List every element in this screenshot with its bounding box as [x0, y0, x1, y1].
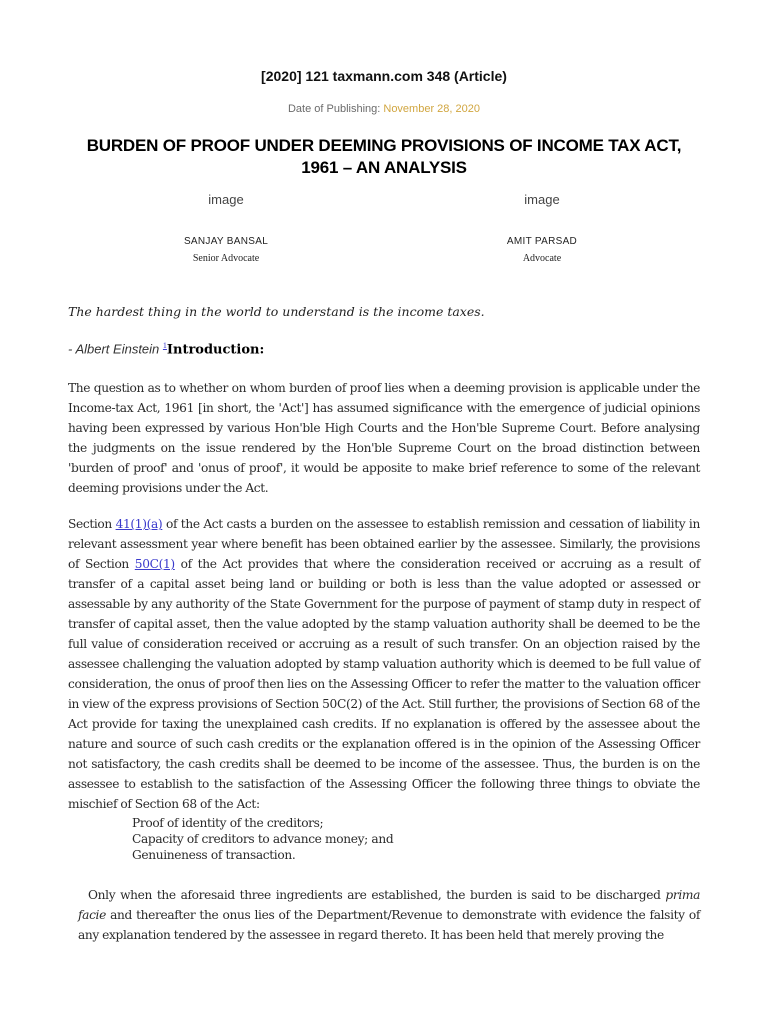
author-image-placeholder: image [208, 192, 244, 207]
paragraph-text: of the Act provides that where the consideration received or accruing as a result of transfer of a capital asset being land or building or both is less than the value adopted or assessed or assessable by any authority of the State Government for the purpose of payment of stamp duty in respect of transfer of capital asset, then the value adopted by the stamp valuation authority shall be deemed to be the full value of consideration received or accruing as a result of such transfer. On an objection raised by the assessee challenging the valuation adopted by stamp valuation authority which is deemed to be full value of consideration, the onus of proof then lies on the Assessing Officer to refer the matter to the valuation officer in view of the express provisions of Section 50C(2) of the Act. Still further, the provisions of Section 68 of the Act provide for taxing the unexplained cash credits. If no explanation is offered by the assessee about the nature and source of such cash credits or the explanation offered is in the opinion of the Assessing Officer not satisfactory, the cash credits shall be deemed to be income of the assessee. Thus, the burden is on the assessee to establish to the satisfaction of the Assessing Officer the following three things to obviate the mischief of Section 68 of the Act: [68, 557, 700, 811]
citation: [2020] 121 taxmann.com 348 (Article) [261, 68, 507, 84]
article-title: BURDEN OF PROOF UNDER DEEMING PROVISIONS OF INCOME TAX ACT, 1961 – AN ANALYSIS [86, 136, 682, 177]
paragraph-text: of the Act casts a burden on the assessee to establish remission and cessation of liability in relevant assessment year where benefit has been obtained earlier by the assessee. Similarly, the provisions of Section [68, 517, 700, 571]
list-item: Capacity of creditors to advance money; and [132, 832, 394, 846]
list-item: Genuineness of transaction. [132, 848, 296, 862]
list-item: Proof of identity of the creditors; [132, 816, 324, 830]
publish-date-label: Date of Publishing: [287, 103, 384, 115]
paragraph-text: Section [68, 517, 116, 531]
epigraph-quote: The hardest thing in the world to understand is the income taxes. [68, 304, 485, 319]
author-role: Senior Advocate [192, 253, 260, 264]
section-link-50c-1[interactable]: 50C(1) [134, 557, 175, 571]
footnote-link[interactable]: 1 [162, 341, 167, 350]
epigraph-attribution: - Albert Einstein [68, 341, 163, 357]
author-card [442, 192, 642, 264]
epigraph-attribution-line [68, 341, 264, 357]
author-role: Advocate [522, 253, 562, 264]
paragraph-text: Only when the aforesaid three ingredients are established, the burden is said to be discharged [88, 888, 666, 902]
paragraph [68, 514, 700, 814]
section-heading: Introduction: [166, 342, 265, 358]
publish-date [68, 103, 700, 115]
emphasis-text: prima facie [78, 888, 700, 922]
author-name: SANJAY BANSAL [183, 236, 269, 247]
author-card [126, 192, 326, 264]
author-image-placeholder: image [524, 192, 560, 207]
paragraph: The question as to whether on whom burden of proof lies when a deeming provision is applicable under the Income-tax Act, 1961 [in short, the 'Act'] has assumed significance with the emergence of judicial opinions having been expressed by various Hon'ble High Courts and the Hon'ble Supreme Court. Before analysing the judgments on the issue rendered by the Hon'ble Supreme Court on the broad distinction between 'burden of proof' and 'onus of proof', it would be apposite to make brief reference to some of the relevant deeming provisions under the Act. [68, 381, 700, 495]
paragraph-text: and thereafter the onus lies of the Department/Revenue to demonstrate with evidence the falsity of any explanation tendered by the assessee in regard thereto. It has been held that merely proving the [78, 908, 700, 942]
requirements-list [132, 815, 393, 863]
publish-date-value: November 28, 2020 [383, 103, 480, 115]
paragraph [78, 885, 700, 945]
section-link-41-1-a[interactable]: 41(1)(a) [115, 517, 163, 531]
author-name: AMIT PARSAD [506, 236, 578, 247]
